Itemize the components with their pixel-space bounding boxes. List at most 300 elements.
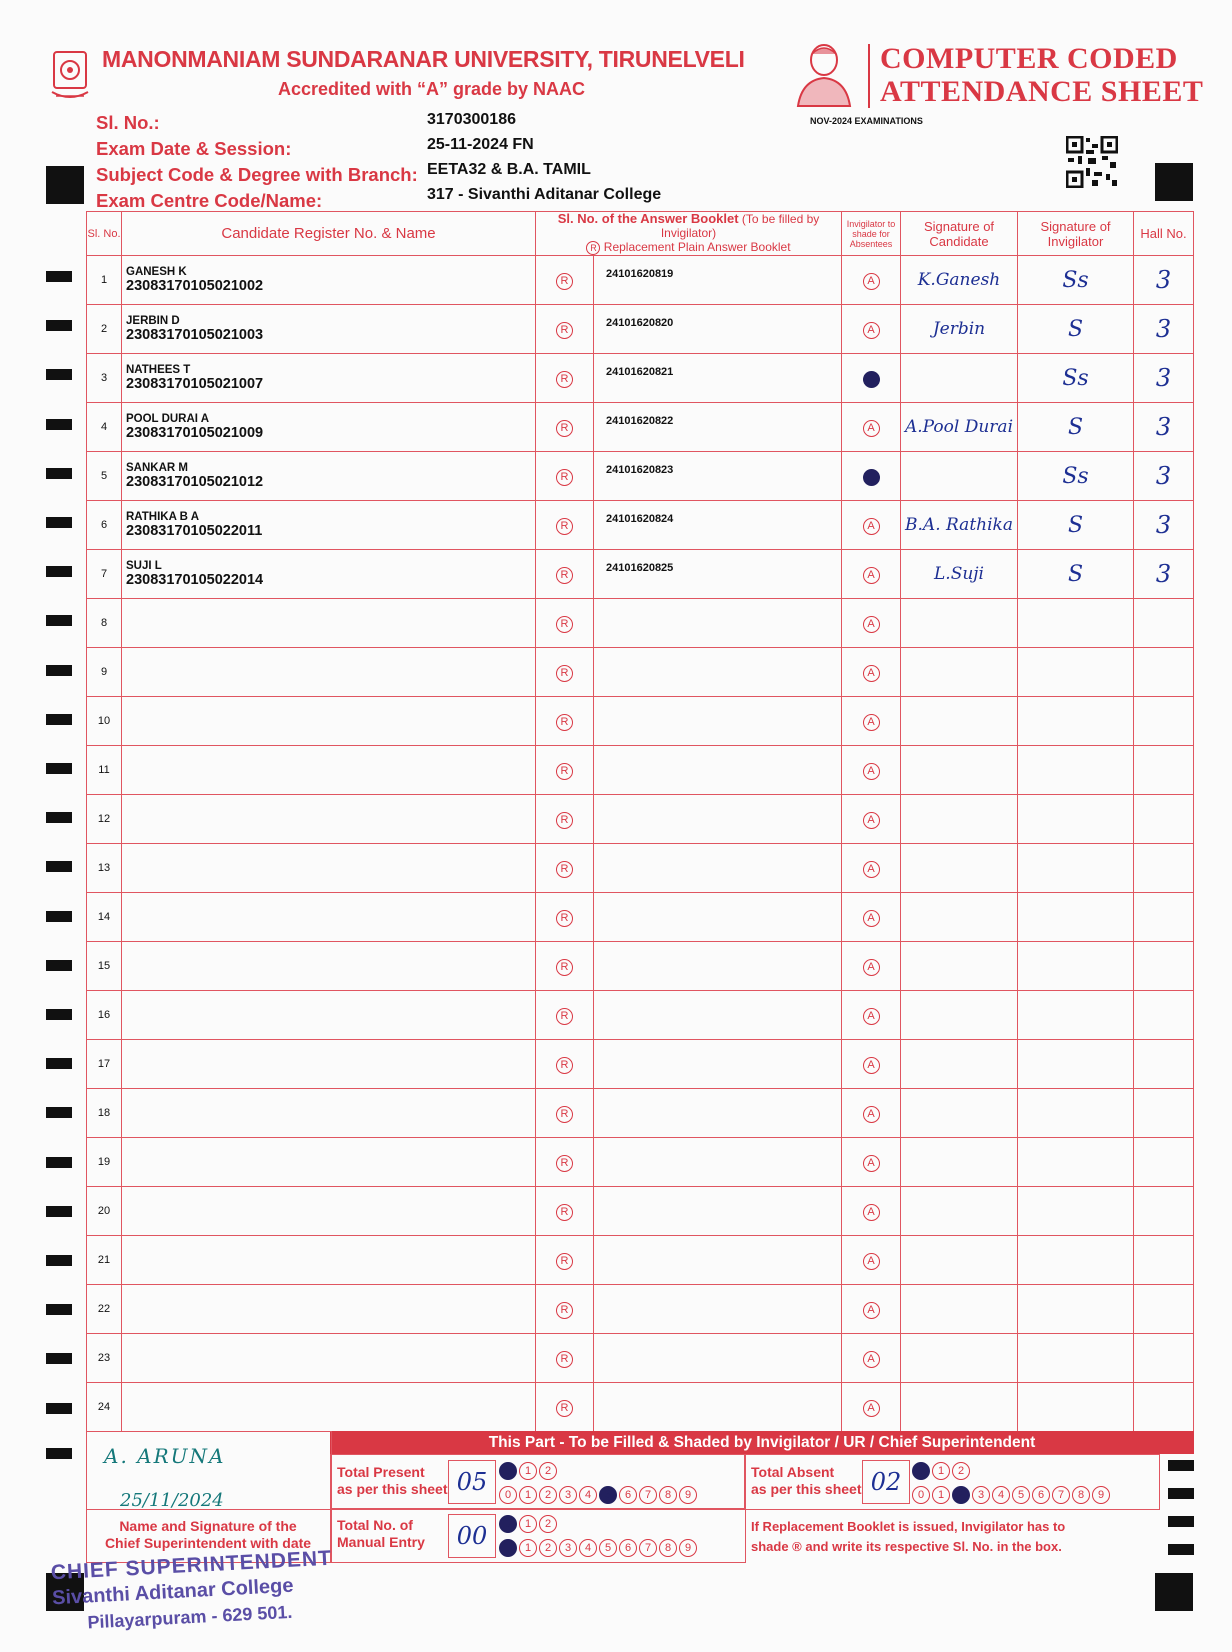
footer-banner: This Part - To be Filled & Shaded by Invigilator / UR / Chief Superintendent xyxy=(330,1431,1194,1454)
table-row xyxy=(87,697,1194,746)
replacement-bubble[interactable]: R xyxy=(556,273,573,290)
candidate-signature-cell xyxy=(901,1236,1018,1285)
absent-bubble[interactable]: A xyxy=(863,420,880,437)
table-row xyxy=(87,256,1194,305)
absent-bubble-cell xyxy=(842,697,901,746)
replacement-bubble-cell xyxy=(536,403,594,452)
row-sl-no: 13 xyxy=(87,844,122,893)
booklet-cell xyxy=(594,991,842,1040)
absent-bubble[interactable]: A xyxy=(863,469,880,486)
subject-value: EETA32 & B.A. TAMIL xyxy=(427,161,591,178)
absent-bubble-cell xyxy=(842,501,901,550)
invigilator-signature-cell xyxy=(1018,795,1134,844)
candidate-name: SUJI L xyxy=(126,560,162,572)
candidate-cell xyxy=(122,1138,536,1187)
replacement-bubble[interactable]: R xyxy=(556,812,573,829)
booklet-number: 24101620821 xyxy=(606,366,674,378)
timing-mark xyxy=(46,566,72,577)
total-absent-label xyxy=(751,1464,862,1498)
manual-entry-label xyxy=(337,1517,425,1551)
replacement-bubble[interactable]: R xyxy=(556,763,573,780)
candidate-signature-cell xyxy=(901,1040,1018,1089)
timing-mark xyxy=(46,763,72,774)
booklet-cell xyxy=(594,746,842,795)
table-row xyxy=(87,1187,1194,1236)
chief-label-line2: Chief Superintendent with date xyxy=(104,1535,312,1551)
digit-bubble[interactable]: 3 xyxy=(972,1486,990,1504)
row-sl-no: 10 xyxy=(87,697,122,746)
replace-symbol-icon: R xyxy=(586,241,600,255)
centre-value: 317 - Sivanthi Aditanar College xyxy=(427,186,662,203)
hall-no-cell xyxy=(1134,697,1194,746)
digit-bubble[interactable]: 3 xyxy=(559,1539,577,1557)
digit-bubble[interactable]: 7 xyxy=(1052,1486,1070,1504)
candidate-signature-cell xyxy=(901,354,1018,403)
absent-bubble[interactable]: A xyxy=(863,959,880,976)
absent-tens-bubbles[interactable] xyxy=(912,1461,972,1480)
candidate-reg-no: 23083170105022011 xyxy=(126,523,263,539)
replacement-bubble-cell xyxy=(536,942,594,991)
replacement-bubble-cell xyxy=(536,648,594,697)
col-header-booklet-sub: Replacement Plain Answer Booklet xyxy=(603,240,791,254)
candidate-signature-cell xyxy=(901,1138,1018,1187)
replacement-bubble[interactable]: R xyxy=(556,714,573,731)
row-sl-no: 23 xyxy=(87,1334,122,1383)
booklet-cell xyxy=(594,1236,842,1285)
digit-bubble[interactable]: 3 xyxy=(559,1486,577,1504)
absent-bubble-cell xyxy=(842,256,901,305)
invigilator-signature: Ss xyxy=(1062,267,1089,293)
candidate-signature-cell xyxy=(901,991,1018,1040)
col-header-booklet-main: Sl. No. of the Answer Booklet xyxy=(557,211,739,226)
invigilator-signature: S xyxy=(1067,561,1084,587)
candidate-signature-cell xyxy=(901,452,1018,501)
digit-bubble[interactable]: 9 xyxy=(679,1486,697,1504)
absent-bubble-cell xyxy=(842,648,901,697)
digit-bubble[interactable]: 4 xyxy=(579,1539,597,1557)
absent-bubble[interactable]: A xyxy=(863,273,880,290)
absent-bubble-cell xyxy=(842,403,901,452)
digit-bubble[interactable]: 0 xyxy=(499,1515,517,1533)
manual-units-bubbles[interactable] xyxy=(499,1538,699,1557)
replacement-bubble[interactable]: R xyxy=(556,861,573,878)
replacement-bubble[interactable]: R xyxy=(556,1253,573,1270)
replacement-bubble-cell xyxy=(536,1089,594,1138)
timing-mark xyxy=(46,1206,72,1217)
present-units-bubbles[interactable] xyxy=(499,1485,699,1504)
table-row xyxy=(87,550,1194,599)
candidate-cell xyxy=(122,1089,536,1138)
row-sl-no: 18 xyxy=(87,1089,122,1138)
invigilator-signature-cell xyxy=(1018,1285,1134,1334)
digit-bubble[interactable]: 1 xyxy=(519,1462,537,1480)
invigilator-signature: S xyxy=(1067,512,1084,538)
absent-bubble[interactable]: A xyxy=(863,763,880,780)
corner-timing-mark xyxy=(1155,163,1193,201)
absent-bubble[interactable]: A xyxy=(863,1057,880,1074)
timing-mark xyxy=(46,911,72,922)
replacement-bubble[interactable]: R xyxy=(556,959,573,976)
replacement-bubble[interactable]: R xyxy=(556,469,573,486)
hall-no-cell xyxy=(1134,1334,1194,1383)
university-crest-icon xyxy=(48,48,92,102)
timing-mark xyxy=(46,1058,72,1069)
candidate-name: RATHIKA B A xyxy=(126,511,200,523)
table-row xyxy=(87,648,1194,697)
candidate-signature: K.Ganesh xyxy=(917,270,1001,290)
replacement-bubble-cell xyxy=(536,1334,594,1383)
hall-no: 3 xyxy=(1155,413,1172,441)
replacement-bubble-cell xyxy=(536,599,594,648)
absent-bubble[interactable]: A xyxy=(863,1400,880,1417)
invigilator-signature-cell xyxy=(1018,1187,1134,1236)
stamp-line2: Sivanthi Aditanar College xyxy=(51,1574,294,1610)
booklet-cell xyxy=(594,844,842,893)
candidate-signature: Jerbin xyxy=(932,319,986,339)
digit-bubble[interactable]: 6 xyxy=(619,1486,637,1504)
digit-bubble[interactable]: 0 xyxy=(499,1486,517,1504)
invigilator-signature-cell xyxy=(1018,305,1134,354)
digit-bubble[interactable]: 4 xyxy=(992,1486,1010,1504)
hall-no-cell xyxy=(1134,991,1194,1040)
invigilator-signature-cell xyxy=(1018,1089,1134,1138)
absent-bubble[interactable]: A xyxy=(863,322,880,339)
invigilator-signature-cell xyxy=(1018,942,1134,991)
timing-mark xyxy=(1168,1460,1194,1471)
present-tens-bubbles[interactable] xyxy=(499,1461,559,1480)
digit-bubble[interactable]: 8 xyxy=(1072,1486,1090,1504)
manual-tens-bubbles[interactable] xyxy=(499,1514,559,1533)
founder-portrait-icon xyxy=(792,40,856,108)
digit-bubble[interactable]: 1 xyxy=(519,1486,537,1504)
total-present-label2: as per this sheet xyxy=(337,1481,448,1497)
booklet-cell xyxy=(594,893,842,942)
table-row xyxy=(87,1334,1194,1383)
absent-bubble[interactable]: A xyxy=(863,1204,880,1221)
col-header-hall: Hall No. xyxy=(1134,212,1194,256)
invigilator-signature-cell xyxy=(1018,1383,1134,1432)
absent-bubble[interactable]: A xyxy=(863,567,880,584)
timing-mark xyxy=(46,419,72,430)
booklet-number: 24101620819 xyxy=(606,268,674,280)
digit-bubble[interactable]: 9 xyxy=(679,1539,697,1557)
invigilator-signature-cell xyxy=(1018,354,1134,403)
hall-no-cell xyxy=(1134,354,1194,403)
col-header-sig-candidate: Signature of Candidate xyxy=(901,212,1018,256)
candidate-cell xyxy=(122,354,536,403)
invigilator-signature-cell xyxy=(1018,844,1134,893)
digit-bubble[interactable]: 2 xyxy=(539,1462,557,1480)
table-row xyxy=(87,403,1194,452)
replacement-bubble[interactable]: R xyxy=(556,1057,573,1074)
replacement-bubble-cell xyxy=(536,1138,594,1187)
digit-bubble[interactable]: 1 xyxy=(932,1462,950,1480)
stamp-line1: CHIEF SUPERINTENDENT xyxy=(50,1546,333,1585)
hall-no: 3 xyxy=(1155,560,1172,588)
replacement-bubble[interactable]: R xyxy=(556,1351,573,1368)
timing-mark xyxy=(46,960,72,971)
absent-bubble[interactable]: A xyxy=(863,1253,880,1270)
candidate-signature-cell xyxy=(901,942,1018,991)
absent-bubble[interactable]: A xyxy=(863,665,880,682)
replacement-bubble[interactable]: R xyxy=(556,420,573,437)
total-absent-label2: as per this sheet xyxy=(751,1481,862,1497)
chief-handwritten-date: 25/11/2024 xyxy=(120,1490,224,1511)
hall-no-cell xyxy=(1134,648,1194,697)
digit-bubble[interactable]: 5 xyxy=(599,1486,617,1504)
timing-mark xyxy=(46,1107,72,1118)
candidate-signature: B.A. Rathika xyxy=(905,515,1013,535)
total-present-label1: Total Present xyxy=(337,1464,425,1480)
timing-mark xyxy=(1168,1488,1194,1499)
replacement-bubble-cell xyxy=(536,354,594,403)
sheet-title xyxy=(880,42,1203,108)
digit-bubble[interactable]: 4 xyxy=(579,1486,597,1504)
table-row xyxy=(87,1138,1194,1187)
total-absent-value[interactable]: 02 xyxy=(862,1460,910,1504)
hall-no-cell xyxy=(1134,1138,1194,1187)
candidate-cell xyxy=(122,1187,536,1236)
invigilator-signature-cell xyxy=(1018,697,1134,746)
booklet-cell xyxy=(594,1138,842,1187)
total-present-value[interactable]: 05 xyxy=(448,1460,496,1504)
replacement-bubble-cell xyxy=(536,991,594,1040)
absent-bubble[interactable]: A xyxy=(863,1106,880,1123)
hall-no-cell xyxy=(1134,403,1194,452)
hall-no: 3 xyxy=(1155,315,1172,343)
digit-bubble[interactable]: 7 xyxy=(639,1539,657,1557)
replacement-bubble[interactable]: R xyxy=(556,1400,573,1417)
hall-no: 3 xyxy=(1155,364,1172,392)
digit-bubble[interactable]: 9 xyxy=(1092,1486,1110,1504)
timing-mark xyxy=(46,369,72,380)
candidate-cell xyxy=(122,844,536,893)
corner-timing-mark xyxy=(1155,1573,1193,1611)
attendance-table xyxy=(86,211,1194,1432)
booklet-cell xyxy=(594,599,842,648)
digit-bubble[interactable]: 7 xyxy=(639,1486,657,1504)
invigilator-signature-cell xyxy=(1018,746,1134,795)
table-row xyxy=(87,795,1194,844)
candidate-name: SANKAR M xyxy=(126,462,188,474)
replacement-bubble[interactable]: R xyxy=(556,1106,573,1123)
digit-bubble[interactable]: 1 xyxy=(932,1486,950,1504)
booklet-cell xyxy=(594,354,842,403)
col-header-candidate: Candidate Register No. & Name xyxy=(122,212,536,256)
invigilator-signature-cell xyxy=(1018,1138,1134,1187)
timing-mark xyxy=(46,615,72,626)
replacement-bubble[interactable]: R xyxy=(556,1155,573,1172)
booklet-cell xyxy=(594,305,842,354)
candidate-signature-cell xyxy=(901,1285,1018,1334)
replacement-bubble[interactable]: R xyxy=(556,1008,573,1025)
absent-bubble-cell xyxy=(842,1040,901,1089)
row-sl-no: 24 xyxy=(87,1383,122,1432)
candidate-signature-cell xyxy=(901,1334,1018,1383)
digit-bubble[interactable]: 0 xyxy=(499,1462,517,1480)
digit-bubble[interactable]: 5 xyxy=(599,1539,617,1557)
invigilator-signature: S xyxy=(1067,414,1084,440)
candidate-cell xyxy=(122,942,536,991)
exam-date-label: Exam Date & Session: xyxy=(96,138,292,159)
replacement-bubble[interactable]: R xyxy=(556,910,573,927)
candidate-cell xyxy=(122,1236,536,1285)
digit-bubble[interactable]: 8 xyxy=(659,1486,677,1504)
timing-mark xyxy=(46,271,72,282)
candidate-cell xyxy=(122,1040,536,1089)
table-row xyxy=(87,354,1194,403)
replacement-bubble[interactable]: R xyxy=(556,567,573,584)
digit-bubble[interactable]: 2 xyxy=(539,1515,557,1533)
timing-mark xyxy=(46,1403,72,1414)
replacement-bubble-cell xyxy=(536,1236,594,1285)
booklet-cell xyxy=(594,452,842,501)
candidate-cell xyxy=(122,1285,536,1334)
replacement-bubble[interactable]: R xyxy=(556,322,573,339)
sl-no-value: 3170300186 xyxy=(427,111,516,128)
candidate-cell xyxy=(122,648,536,697)
col-header-absent: Invigilator to shade for Absentees xyxy=(842,212,901,256)
replacement-bubble[interactable]: R xyxy=(556,616,573,633)
invigilator-signature-cell xyxy=(1018,599,1134,648)
replacement-bubble-cell xyxy=(536,1040,594,1089)
replacement-bubble-cell xyxy=(536,893,594,942)
table-row xyxy=(87,452,1194,501)
candidate-cell xyxy=(122,305,536,354)
candidate-name: NATHEES T xyxy=(126,364,191,376)
booklet-cell xyxy=(594,697,842,746)
invigilator-signature-cell xyxy=(1018,893,1134,942)
candidate-signature-cell xyxy=(901,305,1018,354)
hall-no-cell xyxy=(1134,795,1194,844)
table-row xyxy=(87,1236,1194,1285)
candidate-signature-cell xyxy=(901,844,1018,893)
digit-bubble[interactable]: 6 xyxy=(619,1539,637,1557)
replacement-bubble-cell xyxy=(536,697,594,746)
candidate-signature-cell xyxy=(901,893,1018,942)
replacement-bubble-cell xyxy=(536,844,594,893)
replacement-bubble[interactable]: R xyxy=(556,518,573,535)
absent-bubble[interactable]: A xyxy=(863,1008,880,1025)
invigilator-signature-cell xyxy=(1018,1236,1134,1285)
absent-bubble-cell xyxy=(842,1285,901,1334)
absent-bubble-cell xyxy=(842,1138,901,1187)
table-row xyxy=(87,305,1194,354)
table-row xyxy=(87,942,1194,991)
table-header-row xyxy=(87,212,1194,256)
hall-no-cell xyxy=(1134,844,1194,893)
digit-bubble[interactable]: 1 xyxy=(519,1515,537,1533)
digit-bubble[interactable]: 0 xyxy=(499,1539,517,1557)
replacement-bubble[interactable]: R xyxy=(556,371,573,388)
invigilator-signature: Ss xyxy=(1062,365,1089,391)
candidate-signature-cell xyxy=(901,795,1018,844)
row-sl-no: 22 xyxy=(87,1285,122,1334)
absent-bubble-cell xyxy=(842,550,901,599)
absent-bubble[interactable]: A xyxy=(863,812,880,829)
absent-bubble-cell xyxy=(842,305,901,354)
candidate-reg-no: 23083170105021007 xyxy=(126,376,264,392)
absent-bubble[interactable]: A xyxy=(863,1302,880,1319)
manual-entry-value[interactable]: 00 xyxy=(448,1514,496,1558)
booklet-cell xyxy=(594,256,842,305)
booklet-cell xyxy=(594,1040,842,1089)
timing-mark xyxy=(46,1157,72,1168)
booklet-cell xyxy=(594,550,842,599)
digit-bubble[interactable]: 2 xyxy=(539,1486,557,1504)
candidate-signature: A.Pool Durai xyxy=(904,417,1014,437)
absent-bubble[interactable]: A xyxy=(863,714,880,731)
booklet-cell xyxy=(594,1187,842,1236)
candidate-signature-cell xyxy=(901,550,1018,599)
absent-bubble-cell xyxy=(842,1334,901,1383)
absent-bubble[interactable]: A xyxy=(863,861,880,878)
table-row xyxy=(87,599,1194,648)
replacement-bubble[interactable]: R xyxy=(556,665,573,682)
timing-mark xyxy=(46,812,72,823)
absent-bubble[interactable]: A xyxy=(863,518,880,535)
chief-handwritten-name: A. ARUNA xyxy=(104,1444,226,1468)
row-sl-no: 2 xyxy=(87,305,122,354)
absent-bubble[interactable]: A xyxy=(863,1155,880,1172)
digit-bubble[interactable]: 2 xyxy=(539,1539,557,1557)
absent-bubble[interactable]: A xyxy=(863,910,880,927)
replacement-bubble[interactable]: R xyxy=(556,1204,573,1221)
timing-mark xyxy=(46,517,72,528)
absent-units-bubbles[interactable] xyxy=(912,1485,1112,1504)
candidate-cell xyxy=(122,746,536,795)
booklet-cell xyxy=(594,501,842,550)
digit-bubble[interactable]: 1 xyxy=(519,1539,537,1557)
table-row xyxy=(87,1089,1194,1138)
digit-bubble[interactable]: 0 xyxy=(912,1462,930,1480)
candidate-reg-no: 23083170105022014 xyxy=(126,572,264,588)
candidate-signature: L.Suji xyxy=(934,564,984,584)
invigilator-signature-cell xyxy=(1018,1040,1134,1089)
candidate-cell xyxy=(122,1383,536,1432)
candidate-reg-no: 23083170105021012 xyxy=(126,474,264,490)
hall-no-cell xyxy=(1134,599,1194,648)
table-row xyxy=(87,1285,1194,1334)
replacement-bubble[interactable]: R xyxy=(556,1302,573,1319)
digit-bubble[interactable]: 2 xyxy=(952,1462,970,1480)
digit-bubble[interactable]: 5 xyxy=(1012,1486,1030,1504)
replacement-bubble-cell xyxy=(536,1285,594,1334)
timing-mark xyxy=(46,320,72,331)
invigilator-signature: Ss xyxy=(1062,463,1089,489)
hall-no-cell xyxy=(1134,1187,1194,1236)
absent-bubble-cell xyxy=(842,893,901,942)
absent-bubble[interactable]: A xyxy=(863,616,880,633)
sheet-title-line1: COMPUTER CODED xyxy=(880,42,1178,75)
digit-bubble[interactable]: 6 xyxy=(1032,1486,1050,1504)
timing-mark xyxy=(1168,1516,1194,1527)
digit-bubble[interactable]: 8 xyxy=(659,1539,677,1557)
total-present-label xyxy=(337,1464,448,1498)
row-sl-no: 15 xyxy=(87,942,122,991)
row-sl-no: 6 xyxy=(87,501,122,550)
digit-bubble[interactable]: 0 xyxy=(912,1486,930,1504)
candidate-signature-cell xyxy=(901,648,1018,697)
absent-bubble[interactable]: A xyxy=(863,1351,880,1368)
replacement-bubble-cell xyxy=(536,256,594,305)
absent-bubble[interactable]: A xyxy=(863,371,880,388)
table-row xyxy=(87,1040,1194,1089)
timing-mark xyxy=(46,861,72,872)
replacement-bubble-cell xyxy=(536,305,594,354)
candidate-reg-no: 23083170105021002 xyxy=(126,278,264,294)
digit-bubble[interactable]: 2 xyxy=(952,1486,970,1504)
